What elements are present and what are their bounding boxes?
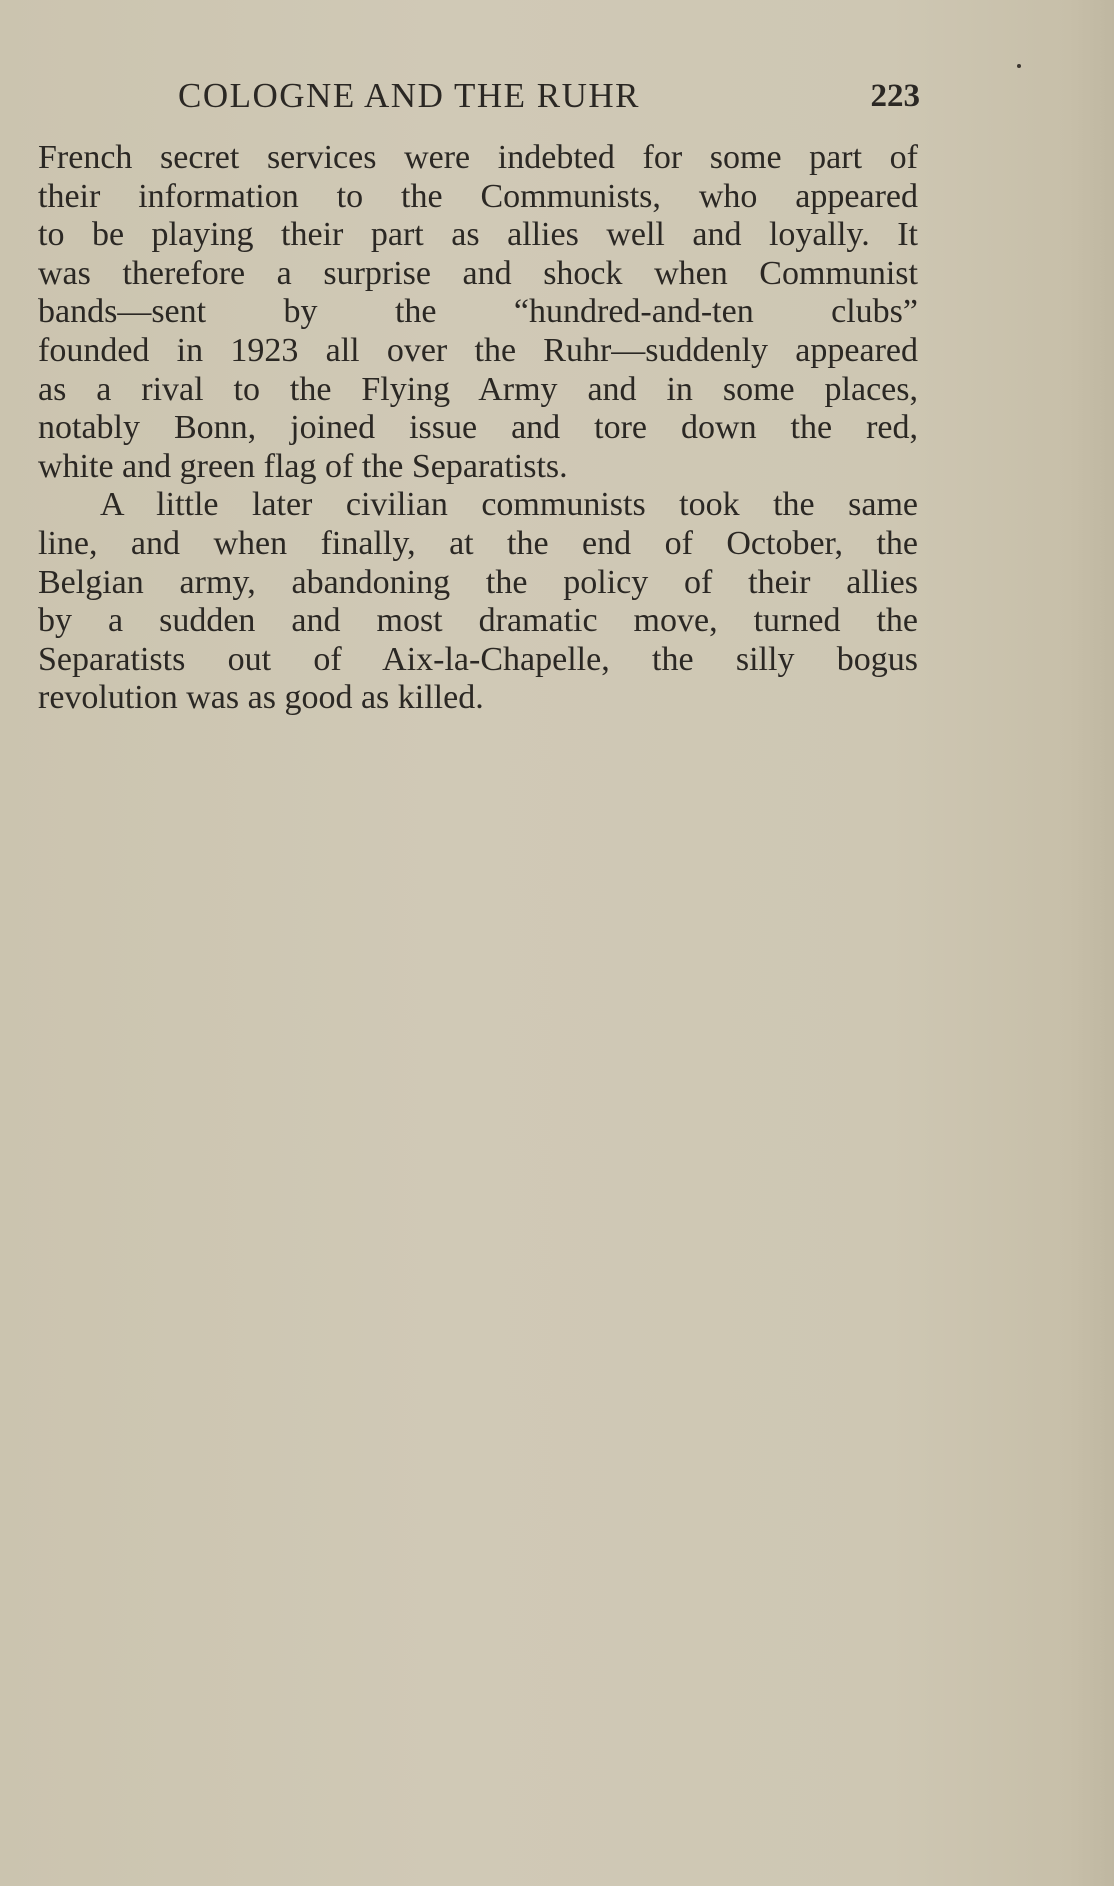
text-line: line, and when finally, at the end of October, the <box>38 524 918 562</box>
text-line: was therefore a surprise and shock when Communist <box>38 254 918 292</box>
text-line: founded in 1923 all over the Ruhr—suddenly appeared <box>38 331 918 369</box>
text-line: Separatists out of Aix-la-Chapelle, the silly bogus <box>38 640 918 678</box>
text-line: revolution was as good as killed. <box>38 679 484 717</box>
running-title: COLOGNE AND THE RUHR <box>178 76 640 115</box>
running-head <box>178 72 920 120</box>
text-line: French secret services were indebted for some part of <box>38 139 918 176</box>
page-number: 223 <box>870 78 920 114</box>
paragraph-2 <box>38 486 918 718</box>
text-line: Belgian army, abandoning the policy of their allies <box>38 563 918 601</box>
text-line: by a sudden and most dramatic move, turned the <box>38 602 918 640</box>
ink-speck <box>1017 64 1021 68</box>
body-text <box>38 139 918 718</box>
text-line: white and green flag of the Separatists. <box>38 447 568 485</box>
text-line: their information to the Communists, who appeared <box>38 177 918 215</box>
text-line: bands—sent by the “hundred-and-ten clubs” <box>38 293 918 331</box>
paragraph-1 <box>38 139 918 486</box>
text-line: to be playing their part as allies well and loyally. It <box>38 216 918 254</box>
text-line: as a rival to the Flying Army and in some places, <box>38 370 918 408</box>
text-line: notably Bonn, joined issue and tore down the red, <box>38 409 918 447</box>
text-line: A little later civilian communists took the same <box>100 486 918 524</box>
